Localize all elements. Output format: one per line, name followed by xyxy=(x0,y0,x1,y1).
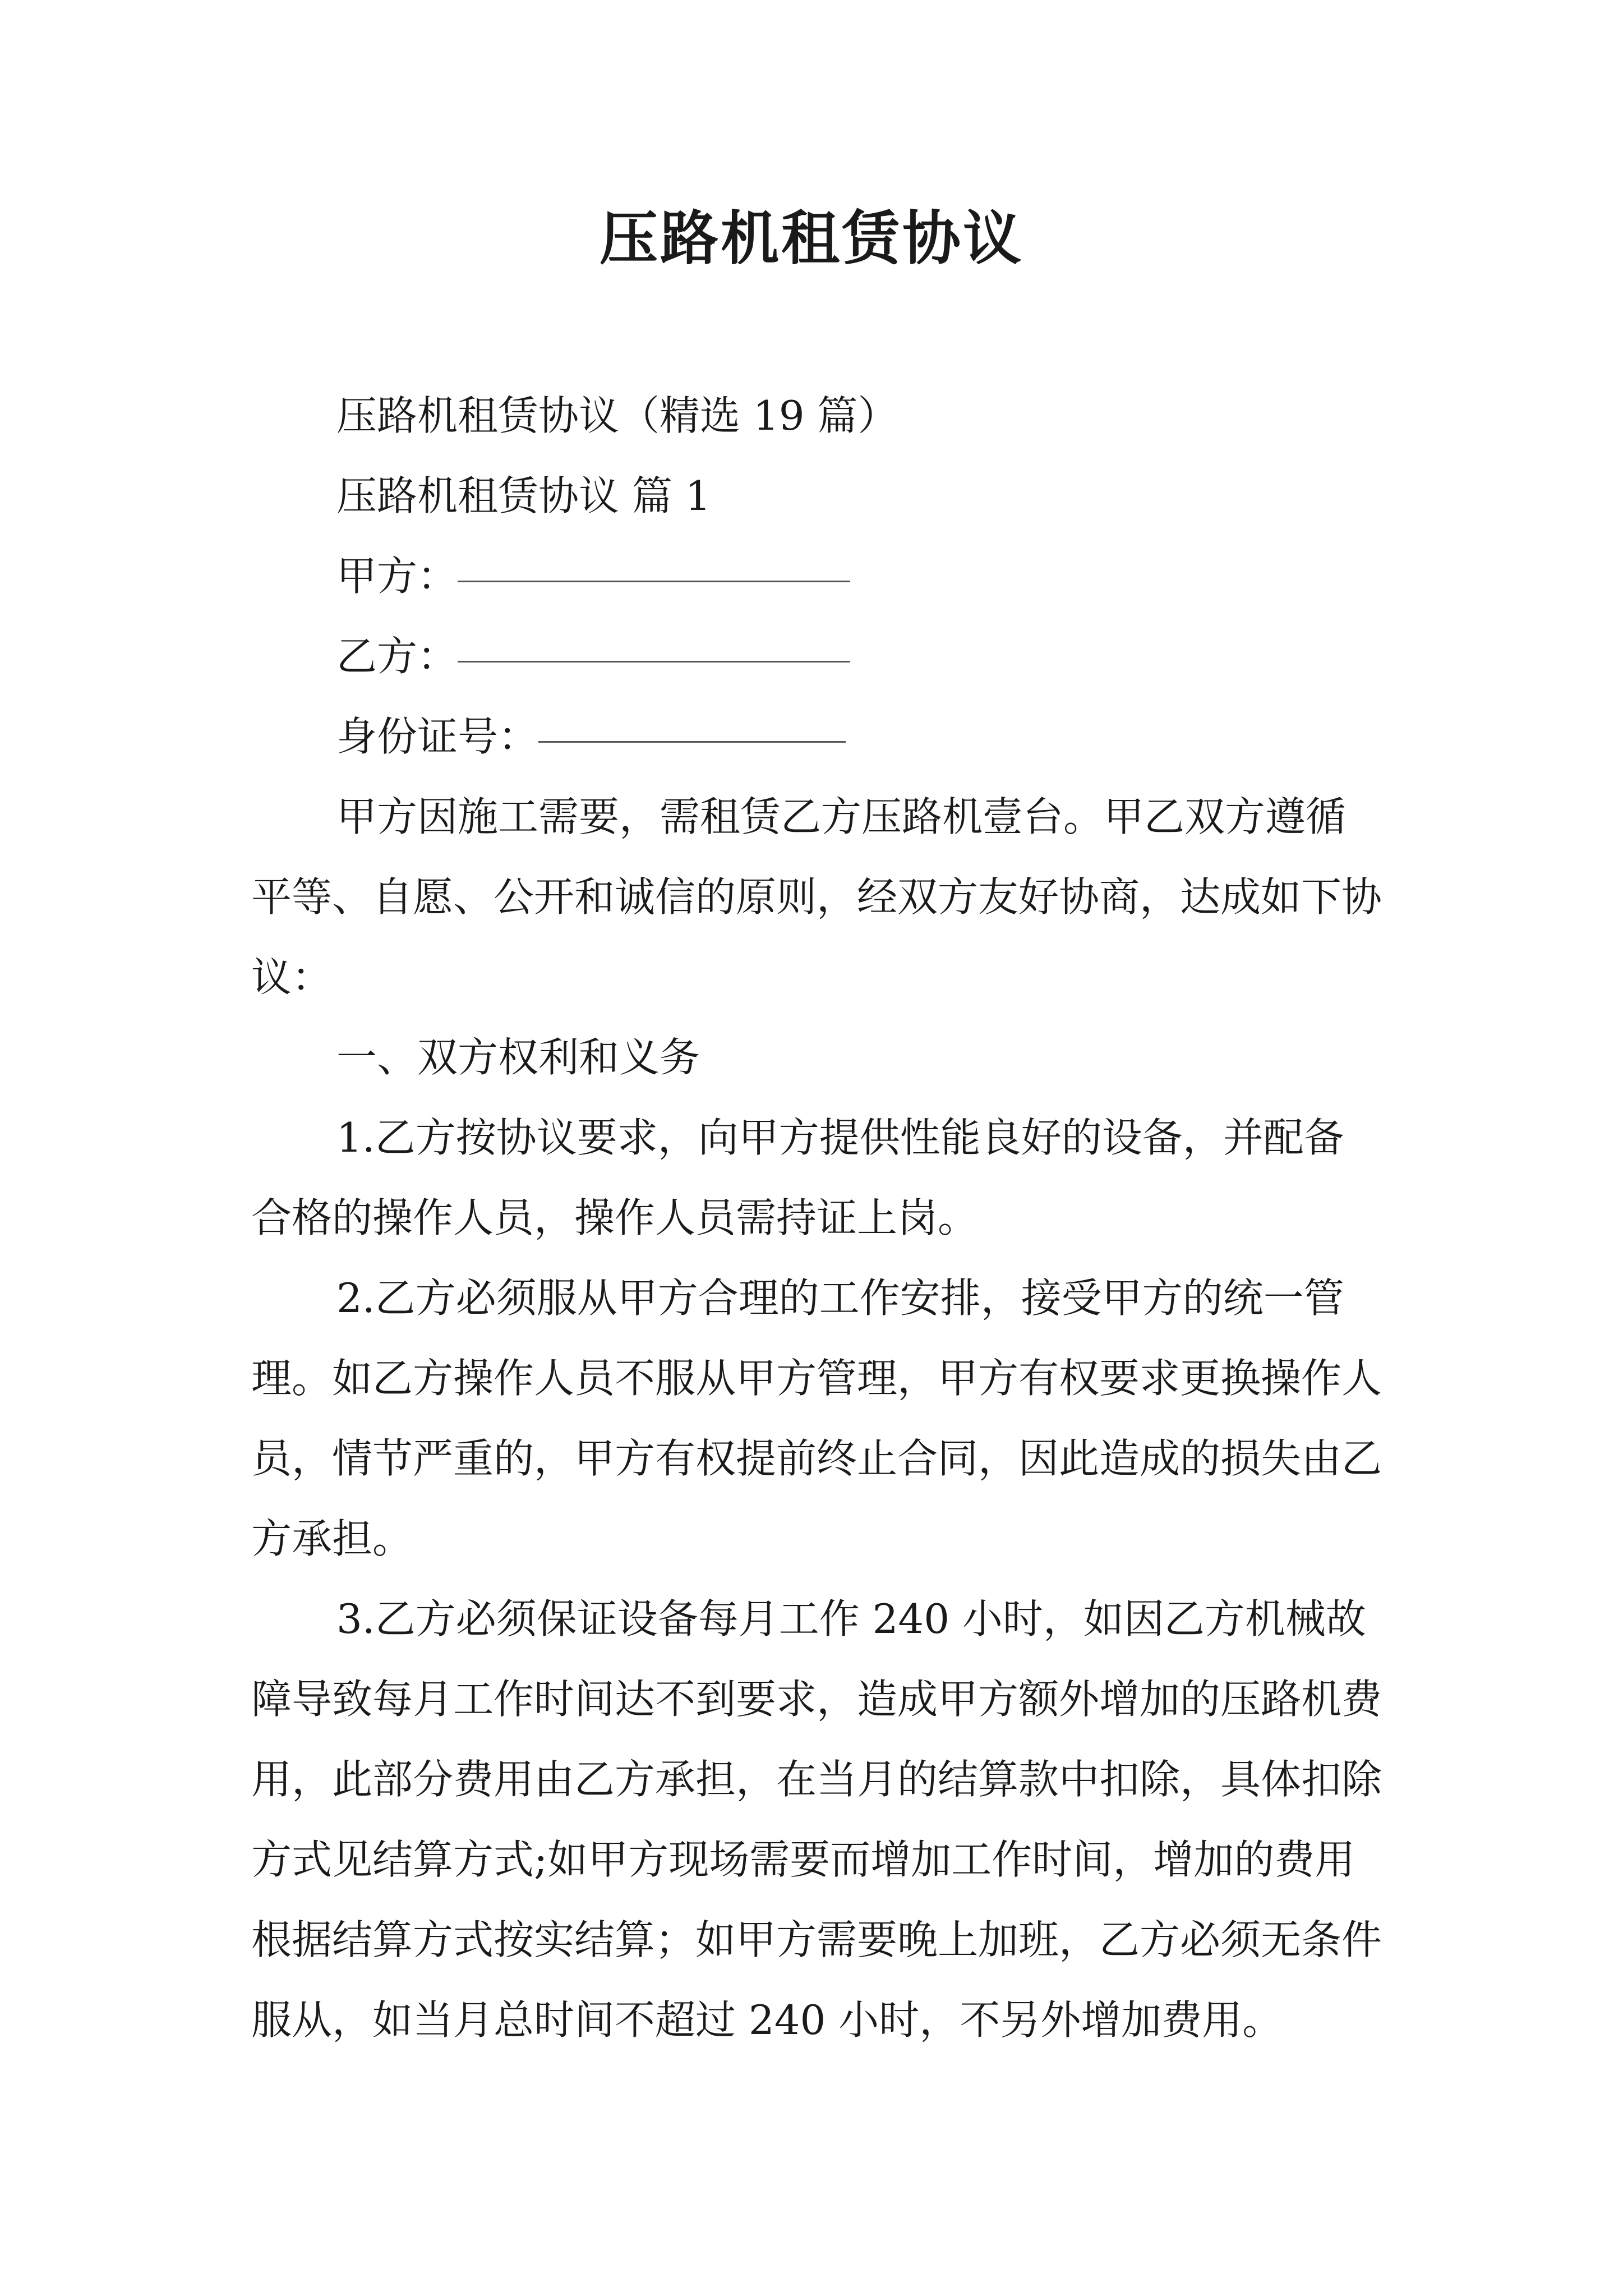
clause-3-paragraph: 3.乙方必须保证设备每月工作 240 小时，如因乙方机械故障导致每月工作时间达不到要求，造成甲方额外增加的压路机费用，此部分费用由乙方承担，在当月的结算款中扣除，具体扣除方式见结算方式;如甲方现场需要而增加工作时间，增加的费用根据结算方式按实结算；如甲方需要晚上加班，乙方必须无条件服从，如当月总时间不超过 240 小时，不另外增加费用。 xyxy=(251,1595,1382,2044)
id-number-field xyxy=(251,697,1384,777)
clause-2-paragraph: 2.乙方必须服从甲方合理的工作安排，接受甲方的统一管理。如乙方操作人员不服从甲方管理，甲方有权要求更换操作人员，情节严重的，甲方有权提前终止合同，因此造成的损失由乙方承担。 xyxy=(251,1274,1382,1562)
rights-obligations-heading: 一、双方权利和义务 xyxy=(336,1034,700,1081)
id-number-label: 身份证号： xyxy=(336,713,539,760)
party-b-field xyxy=(251,616,1384,697)
document-subtitle: 压路机租赁协议（精选 19 篇） xyxy=(336,392,898,439)
document-title: 压路机租赁协议 xyxy=(599,204,1023,273)
party-a-label: 甲方： xyxy=(336,553,458,600)
id-number-blank-line xyxy=(538,741,846,743)
section-heading: 压路机租赁协议 篇 1 xyxy=(336,472,711,519)
party-a-blank-line xyxy=(458,581,850,582)
party-a-field xyxy=(251,536,1384,616)
party-b-label: 乙方： xyxy=(336,633,458,680)
document-body xyxy=(251,376,1384,2060)
clause-1-paragraph: 1.乙方按协议要求，向甲方提供性能良好的设备，并配备合格的操作人员，操作人员需持证上岗。 xyxy=(251,1114,1344,1241)
intro-paragraph: 甲方因施工需要，需租赁乙方压路机壹台。甲乙双方遵循平等、自愿、公开和诚信的原则，经双方友好协商，达成如下协议： xyxy=(251,793,1382,1001)
party-b-blank-line xyxy=(458,661,850,662)
